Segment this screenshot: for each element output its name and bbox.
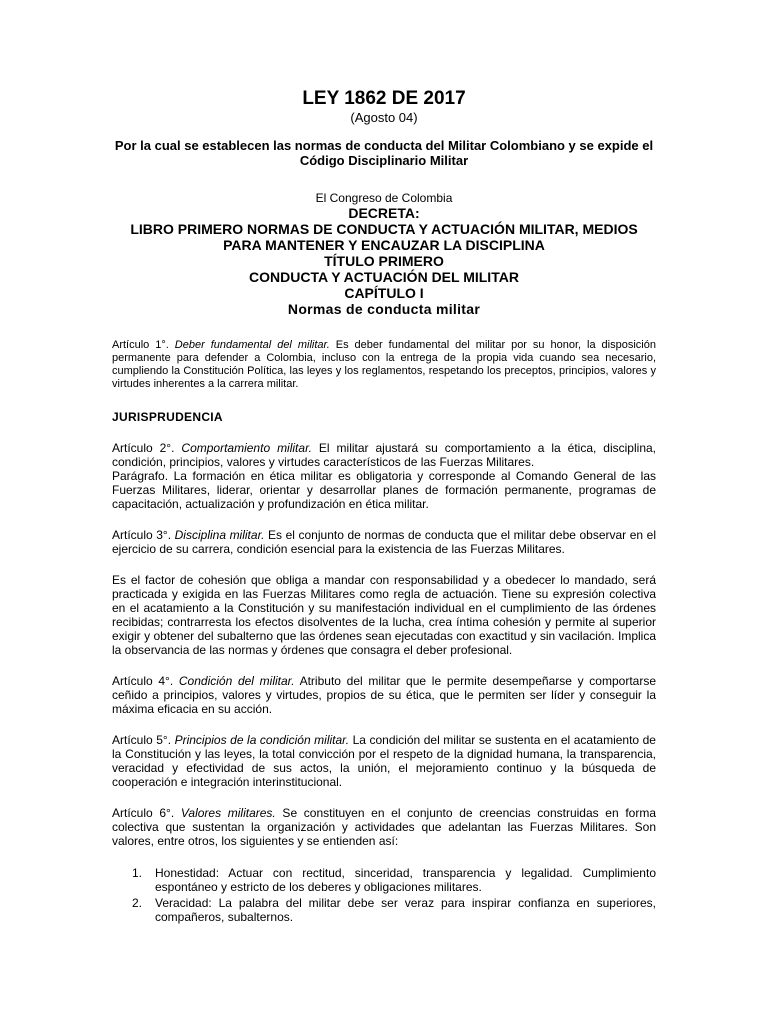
article-6 [112, 806, 656, 848]
values-list [112, 866, 656, 924]
libro-heading: LIBRO PRIMERO NORMAS DE CONDUCTA Y ACTUACIÓN MILITAR, MEDIOS PARA MANTENER Y ENCAUZAR LA DISCIPLINA [130, 221, 638, 253]
article-2-heading: Comportamiento militar. [181, 441, 312, 455]
article-4 [112, 674, 656, 716]
article-2-paragrafo: Parágrafo. La formación en ética militar es obligatoria y corresponde al Comando General de las Fuerzas Militares, liderar, orientar y desarrollar planes de formación permanente, programas de capacitación, actualización y profundización en ética militar. [112, 469, 656, 511]
article-3-label: Artículo 3°. [112, 528, 175, 542]
list-item-text: Honestidad: Actuar con rectitud, sinceridad, transparencia y legalidad. Cumplimiento espontáneo y estricto de los deberes y obligaciones militares. [155, 866, 656, 894]
article-5-text: La condición del militar se sustenta en el acatamiento de la Constitución y las leyes, la total convicción por el respeto de la dignidad humana, la transparencia, veracidad y efectividad de sus actos, la unión, el mejoramiento continuo y la búsqueda de cooperación e integración interinstitucional. [112, 733, 656, 789]
article-6-heading: Valores militares. [180, 806, 276, 820]
decreta-heading: DECRETA: [348, 205, 420, 221]
conducta-heading: CONDUCTA Y ACTUACIÓN DEL MILITAR [249, 269, 519, 285]
article-1 [112, 339, 656, 391]
normas-heading: Normas de conducta militar [287, 301, 481, 317]
law-title: LEY 1862 DE 2017 [302, 88, 466, 109]
article-3-paragraph-2: Es el factor de cohesión que obliga a mandar con responsabilidad y a obedecer lo mandado, será practicada y exigida en las Fuerzas Militares como regla de actuación. Tiene su expresión colectiva en el acatamiento a la Constitución y su manifestación individual en el cumplimiento de las órdenes recibidas; contrarresta los efectos disolventes de la lucha, crea íntima cohesión y permite al superior exigir y obtener del subalterno que las órdenes sean ejecutadas con exactitud y sin vacilación. Implica la observancia de las normas y órdenes que consagra el deber profesional. [112, 573, 656, 657]
article-1-label: Artículo 1°. [112, 339, 175, 351]
article-4-text: Atributo del militar que le permite desempeñarse y comportarse ceñido a principios, valores y virtudes, propios de su ética, que le permiten ser líder y conseguir la máxima eficacia en su acción. [112, 674, 657, 716]
article-4-heading: Condición del militar. [178, 674, 295, 688]
article-2-label: Artículo 2°. [112, 441, 182, 455]
article-1-heading: Deber fundamental del militar. [174, 339, 330, 351]
list-item-number: 1. [132, 866, 143, 880]
article-3-heading: Disciplina militar. [174, 528, 265, 542]
article-2-text: El militar ajustará su comportamiento a la ética, disciplina, condición, principios, valores y virtudes característicos de las Fuerzas Militares. [112, 441, 656, 469]
law-date: (Agosto 04) [350, 110, 418, 125]
list-item [112, 866, 656, 894]
article-6-text: Se constituyen en el conjunto de creencias construidas en forma colectiva que sustentan la organización y actividades que adelantan las Fuerzas Militares. Son valores, entre otros, los siguientes y se entienden así: [112, 806, 657, 848]
article-6-label: Artículo 6°. [112, 806, 181, 820]
capitulo-heading: CAPÍTULO I [344, 285, 424, 301]
article-2 [112, 441, 656, 469]
article-5 [112, 733, 656, 789]
article-3 [112, 528, 656, 556]
list-item [112, 896, 656, 924]
titulo-heading: TÍTULO PRIMERO [324, 253, 444, 269]
list-item-number: 2. [132, 896, 143, 910]
article-5-label: Artículo 5°. [112, 733, 175, 747]
law-subtitle: Por la cual se establecen las normas de conducta del Militar Colombiano y se expide el Código Disciplinario Militar [114, 138, 654, 168]
article-1-text: Es deber fundamental del militar por su honor, la disposición permanente para defender a Colombia, incluso con la entrega de la propia vida cuando sea necesario, cumpliendo la Constitución Política, las leyes y los reglamentos, respetando los preceptos, principios, valores y virtudes inherentes a la carrera militar. [112, 339, 656, 390]
article-3-text: Es el conjunto de normas de conducta que el militar debe observar en el ejercicio de su carrera, condición esencial para la existencia de las Fuerzas Militares. [112, 528, 657, 556]
jurisprudencia-link[interactable]: JURISPRUDENCIA [112, 410, 223, 424]
article-4-label: Artículo 4°. [112, 674, 179, 688]
congress-line: El Congreso de Colombia [315, 191, 453, 205]
article-5-heading: Principios de la condición militar. [174, 733, 350, 747]
list-item-text: Veracidad: La palabra del militar debe ser veraz para inspirar confianza en superiores, compañeros, subalternos. [155, 896, 656, 924]
